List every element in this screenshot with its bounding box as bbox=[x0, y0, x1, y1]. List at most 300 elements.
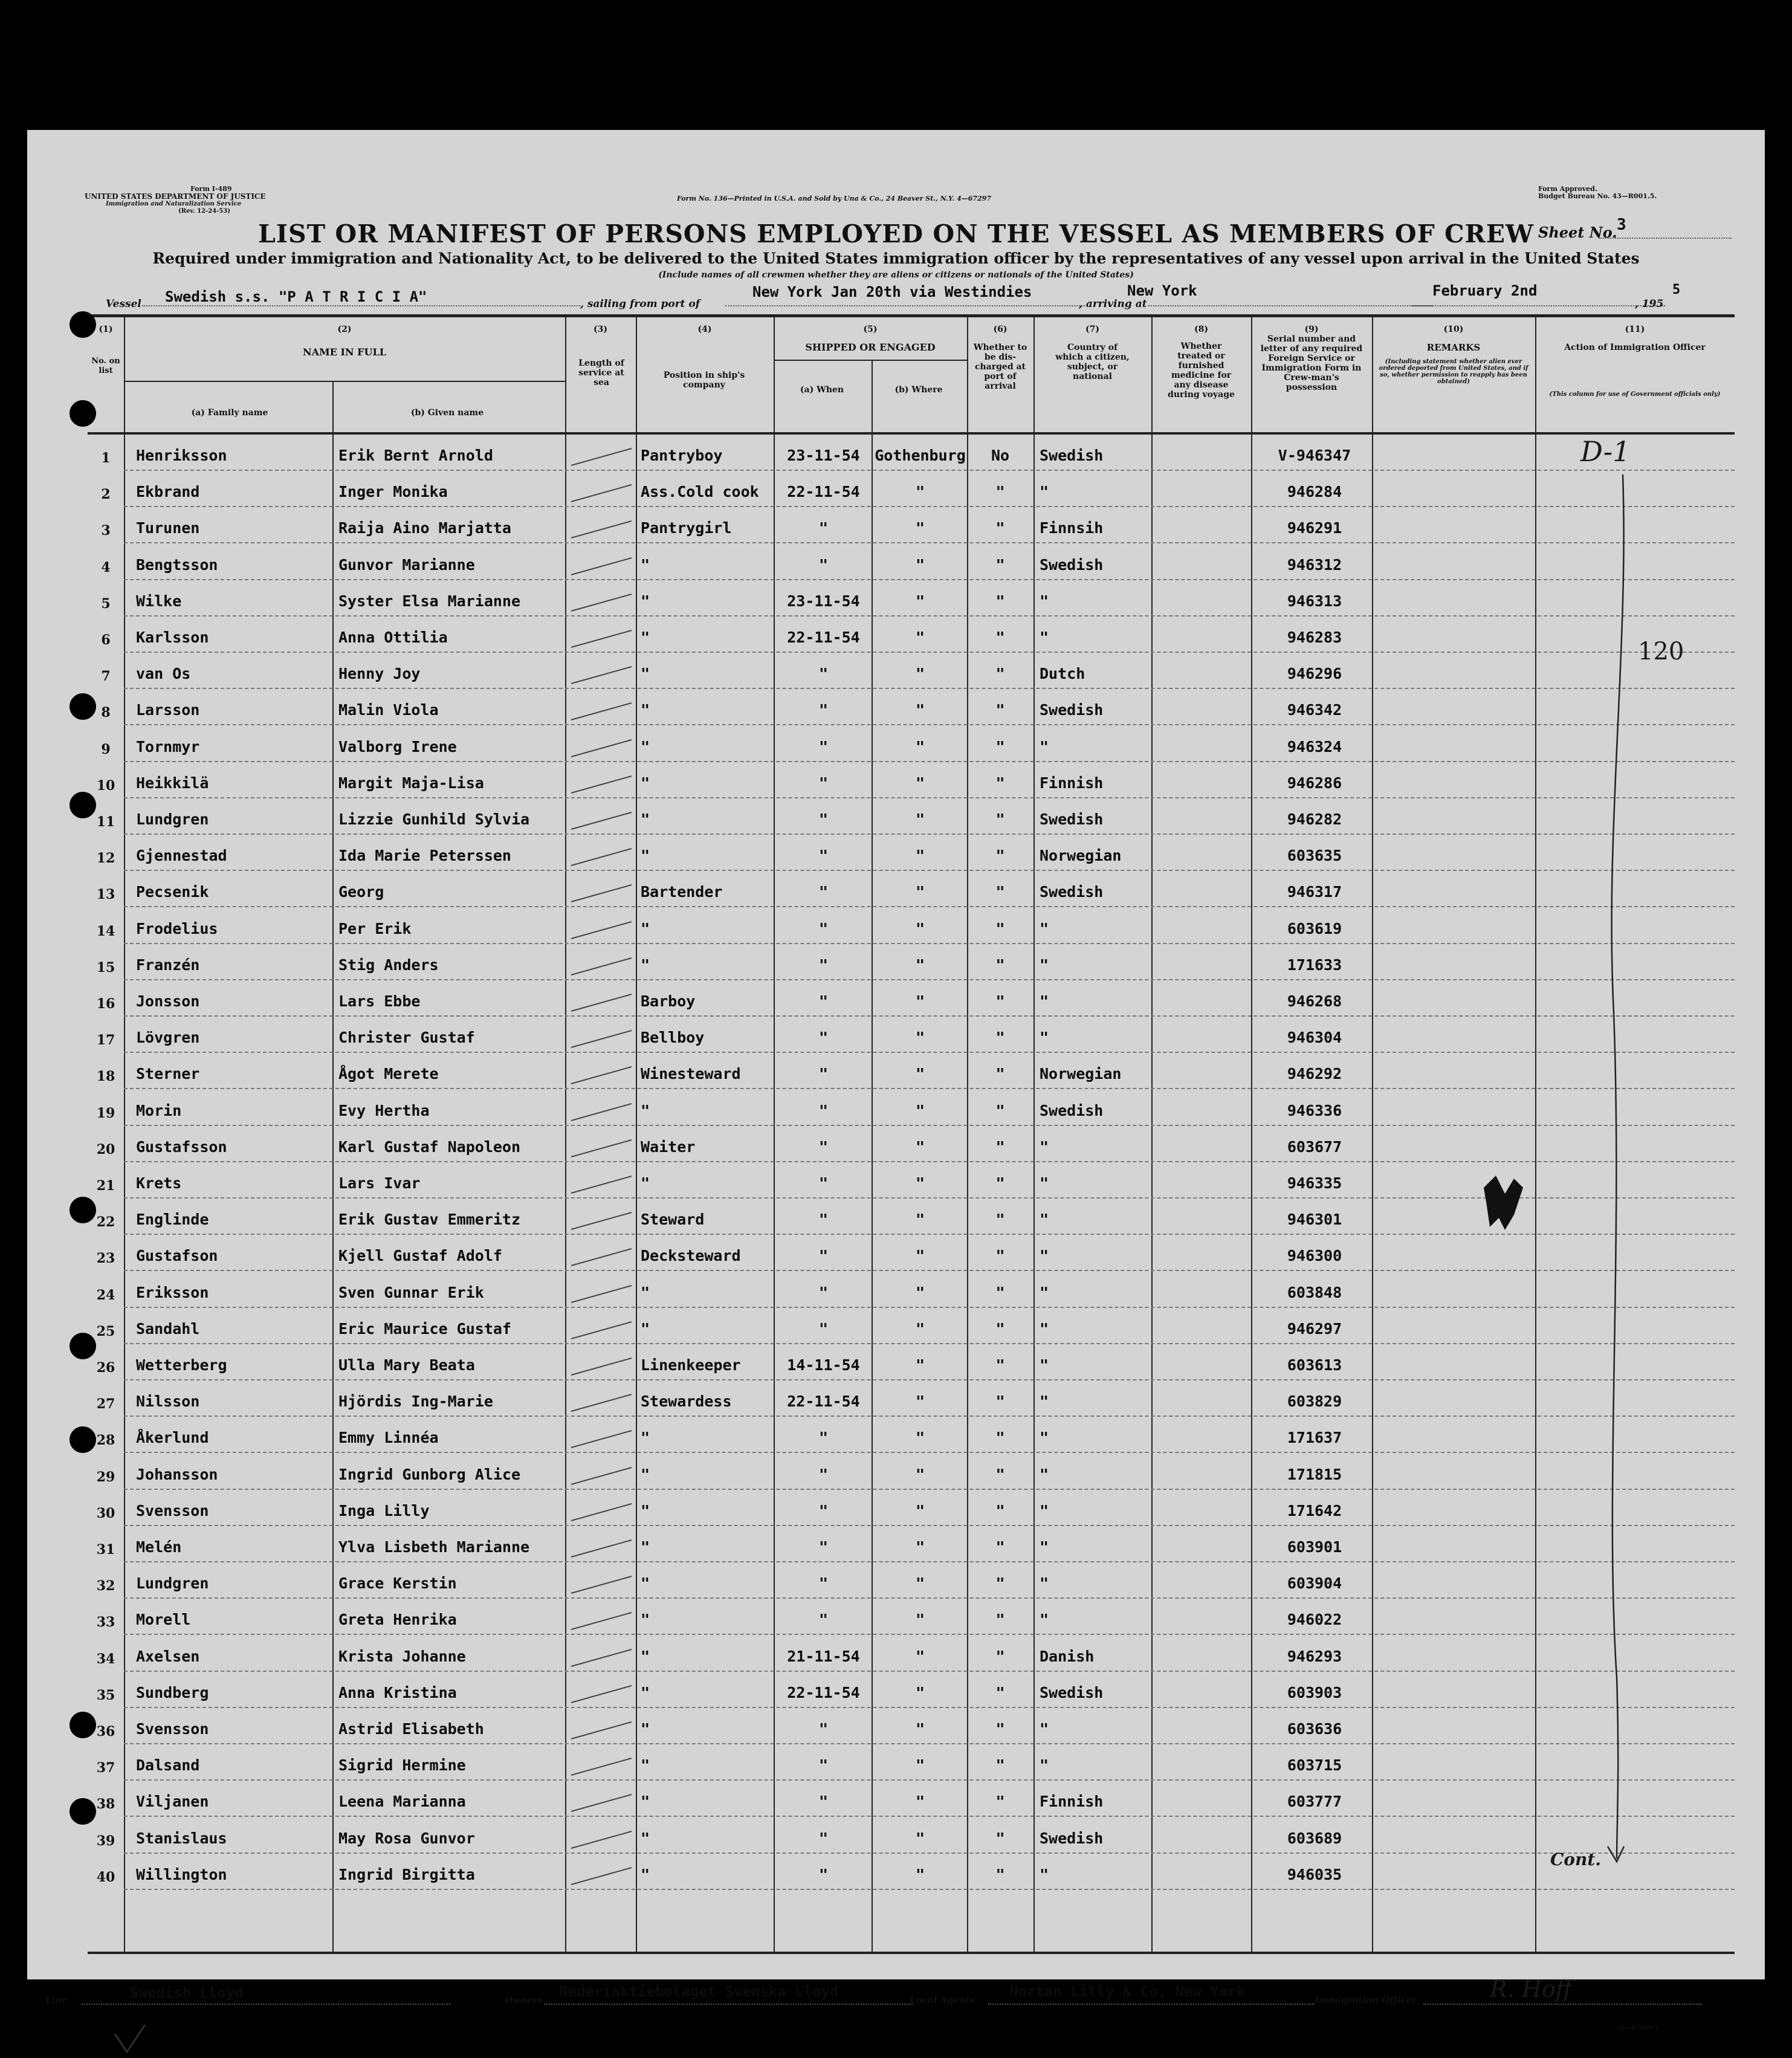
serial-cell: 946286 bbox=[1287, 774, 1342, 792]
shipped-when-cell: " bbox=[818, 1538, 829, 1556]
manifest-sheet bbox=[27, 130, 1765, 2031]
shipped-where-cell: Gothenburg bbox=[875, 447, 966, 464]
given-name-cell: Per Erik bbox=[338, 919, 412, 937]
position-cell: " bbox=[641, 956, 650, 974]
row-rule bbox=[124, 470, 1735, 471]
line-name: Swedish Lloyd bbox=[130, 1984, 244, 2001]
family-name-cell: Dalsand bbox=[136, 1756, 200, 1775]
shipped-where-cell: " bbox=[915, 847, 925, 865]
country-cell: " bbox=[1040, 1137, 1049, 1156]
discharged-cell: " bbox=[995, 1611, 1005, 1629]
serial-cell: 946313 bbox=[1287, 592, 1342, 610]
country-cell: Swedish bbox=[1040, 701, 1104, 719]
col11-number: (11) bbox=[1625, 325, 1645, 334]
row-rule bbox=[124, 542, 1735, 543]
country-cell: Swedish bbox=[1040, 811, 1104, 828]
arriving-at: New York bbox=[1127, 282, 1197, 299]
shipped-where-cell: " bbox=[915, 883, 925, 901]
shipped-when-cell: " bbox=[818, 1865, 829, 1883]
line-dotline bbox=[82, 2004, 450, 2005]
country-cell: " bbox=[1040, 1538, 1049, 1556]
shipped-where-cell: " bbox=[915, 737, 925, 756]
shipped-where-cell: " bbox=[915, 1356, 925, 1374]
discharged-cell: " bbox=[995, 1829, 1005, 1847]
position-cell: " bbox=[641, 1574, 650, 1593]
shipped-when-cell: " bbox=[818, 1174, 829, 1192]
given-name-cell: Syster Elsa Marianne bbox=[338, 592, 521, 610]
shipped-subheader-rule bbox=[774, 360, 967, 361]
given-name-cell: Astrid Elisabeth bbox=[338, 1720, 484, 1738]
service-stroke bbox=[568, 1533, 635, 1563]
col2a-header: (a) Family name bbox=[191, 408, 268, 418]
agents-dotline bbox=[988, 2004, 1315, 2005]
country-cell: " bbox=[1040, 1611, 1049, 1629]
shipped-where-cell: " bbox=[915, 1174, 925, 1192]
vessel-label: Vessel bbox=[106, 298, 141, 310]
service-stroke bbox=[568, 696, 635, 726]
discharged-cell: " bbox=[995, 1720, 1005, 1738]
serial-cell: 946301 bbox=[1287, 1211, 1342, 1229]
discharged-cell: " bbox=[995, 1756, 1005, 1775]
shipped-when-cell: " bbox=[818, 1137, 829, 1156]
owners-name: Rederiaktiebolaget Svenska Lloyd bbox=[559, 1983, 839, 2000]
serial-cell: 946304 bbox=[1287, 1029, 1342, 1047]
position-cell: " bbox=[641, 701, 650, 719]
family-name-cell: Sundberg bbox=[136, 1683, 209, 1701]
shipped-where-cell: " bbox=[915, 1647, 925, 1665]
shipped-where-cell: " bbox=[915, 1101, 925, 1119]
shipped-when-cell: " bbox=[818, 1247, 829, 1265]
shipped-when-cell: " bbox=[818, 737, 829, 756]
row-number: 33 bbox=[96, 1614, 115, 1631]
country-cell: " bbox=[1040, 592, 1049, 610]
row-number: 38 bbox=[96, 1796, 115, 1813]
col7-header: Country of which a citizen, subject, or national bbox=[1055, 343, 1130, 381]
given-name-cell: Margit Maja-Lisa bbox=[338, 774, 484, 792]
col10-header: REMARKS bbox=[1426, 342, 1481, 353]
country-cell: " bbox=[1040, 1574, 1049, 1593]
shipped-where-cell: " bbox=[915, 1065, 925, 1083]
serial-cell: 603715 bbox=[1287, 1756, 1342, 1775]
check-mark bbox=[112, 2022, 148, 2058]
shipped-when-cell: 14-11-54 bbox=[787, 1356, 860, 1374]
row-rule bbox=[124, 979, 1735, 980]
serial-cell: 946284 bbox=[1287, 483, 1342, 501]
family-name-cell: Krets bbox=[136, 1174, 182, 1192]
given-name-cell: Emmy Linnéa bbox=[338, 1429, 439, 1447]
family-name-cell: Nilsson bbox=[136, 1393, 200, 1411]
serial-cell: 946282 bbox=[1287, 811, 1342, 828]
discharged-cell: " bbox=[995, 1865, 1005, 1883]
position-cell: " bbox=[641, 1756, 650, 1775]
given-name-cell: Ylva Lisbeth Marianne bbox=[338, 1538, 530, 1556]
country-cell: " bbox=[1040, 1465, 1049, 1483]
discharged-cell: " bbox=[995, 1101, 1005, 1119]
given-name-cell: Lizzie Gunhild Sylvia bbox=[338, 811, 530, 828]
row-number: 32 bbox=[96, 1578, 115, 1594]
serial-cell: 946324 bbox=[1287, 737, 1342, 756]
sheet-line bbox=[1599, 238, 1732, 239]
service-stroke bbox=[568, 1824, 635, 1854]
given-name-cell: Ingrid Birgitta bbox=[338, 1865, 475, 1883]
service-stroke bbox=[568, 1497, 635, 1527]
country-cell: Norwegian bbox=[1040, 1065, 1122, 1083]
col7-number: (7) bbox=[1085, 325, 1099, 334]
family-name-cell: Sandahl bbox=[136, 1319, 200, 1338]
service-stroke bbox=[568, 733, 635, 763]
country-cell: Finnsih bbox=[1040, 519, 1104, 537]
shipped-when-cell: " bbox=[818, 1319, 829, 1338]
family-name-cell: Johansson bbox=[136, 1465, 218, 1483]
row-number: 2 bbox=[101, 487, 111, 503]
given-name-cell: Krista Johanne bbox=[338, 1647, 466, 1665]
row-number: 18 bbox=[96, 1069, 115, 1085]
family-name-cell: Gustafsson bbox=[136, 1137, 227, 1156]
family-name-cell: Willington bbox=[136, 1865, 227, 1883]
service-stroke bbox=[568, 805, 635, 835]
row-number: 34 bbox=[96, 1651, 115, 1667]
punch-hole bbox=[70, 1798, 96, 1825]
service-stroke bbox=[568, 1023, 635, 1053]
discharged-cell: " bbox=[995, 737, 1005, 756]
country-cell: " bbox=[1040, 1174, 1049, 1192]
position-cell: " bbox=[641, 811, 650, 828]
row-rule bbox=[124, 1052, 1735, 1053]
officer-label: Immigration Officer bbox=[1315, 1995, 1417, 2005]
discharged-cell: " bbox=[995, 1247, 1005, 1265]
row-rule bbox=[124, 1452, 1735, 1453]
shipped-where-cell: " bbox=[915, 701, 925, 719]
sailing-label: , sailing from port of bbox=[580, 298, 700, 310]
shipped-when-cell: 21-11-54 bbox=[787, 1647, 860, 1665]
owners-dotline bbox=[544, 2004, 913, 2005]
given-name-cell: Erik Gustav Emmeritz bbox=[338, 1211, 521, 1229]
family-name-cell: Wilke bbox=[136, 592, 182, 610]
service-stroke bbox=[568, 1096, 635, 1127]
given-name-cell: Inger Monika bbox=[338, 483, 448, 501]
country-cell: Swedish bbox=[1040, 555, 1104, 574]
service-stroke bbox=[568, 1642, 635, 1672]
country-cell: Swedish bbox=[1040, 1683, 1104, 1701]
serial-cell: 171633 bbox=[1287, 956, 1342, 974]
discharged-cell: " bbox=[995, 811, 1005, 828]
shipped-where-cell: " bbox=[915, 919, 925, 937]
serial-cell: 946335 bbox=[1287, 1174, 1342, 1192]
col4-header: Position in ship's company bbox=[663, 371, 745, 390]
row-rule bbox=[124, 724, 1735, 725]
punch-hole bbox=[70, 1712, 96, 1738]
row-rule bbox=[124, 1161, 1735, 1162]
row-number: 13 bbox=[96, 887, 115, 903]
discharged-cell: " bbox=[995, 1683, 1005, 1701]
position-cell: Pantryboy bbox=[641, 447, 723, 464]
country-cell: " bbox=[1040, 1865, 1049, 1883]
given-name-cell: Anna Kristina bbox=[338, 1683, 457, 1701]
shipped-when-cell: " bbox=[818, 1574, 829, 1593]
discharged-cell: " bbox=[995, 701, 1005, 719]
col2-number: (2) bbox=[337, 325, 352, 334]
shipped-where-cell: " bbox=[915, 1029, 925, 1047]
serial-cell: 603677 bbox=[1287, 1137, 1342, 1156]
punch-hole bbox=[70, 1197, 96, 1223]
budget-number: Budget Bureau No. 43—R001.5. bbox=[1538, 192, 1657, 200]
col8-number: (8) bbox=[1194, 325, 1208, 334]
service-stroke bbox=[568, 1751, 635, 1781]
given-name-cell: Erik Bernt Arnold bbox=[338, 447, 493, 464]
given-name-cell: Grace Kerstin bbox=[338, 1574, 457, 1593]
shipped-when-cell: " bbox=[818, 883, 829, 901]
country-cell: " bbox=[1040, 1283, 1049, 1301]
country-cell: " bbox=[1040, 919, 1049, 937]
country-cell: Swedish bbox=[1040, 447, 1104, 464]
family-name-cell: Lundgren bbox=[136, 811, 209, 828]
country-cell: " bbox=[1040, 483, 1049, 501]
col5-header: SHIPPED OR ENGAGED bbox=[805, 341, 936, 353]
shipped-when-cell: " bbox=[818, 701, 829, 719]
position-cell: " bbox=[641, 592, 650, 610]
row-rule bbox=[124, 1307, 1735, 1308]
position-cell: Steward bbox=[641, 1211, 705, 1229]
position-cell: Barboy bbox=[641, 992, 696, 1010]
given-name-cell: Hjördis Ing-Marie bbox=[338, 1393, 493, 1411]
shipped-when-cell: 22-11-54 bbox=[787, 1393, 860, 1411]
row-rule bbox=[124, 1743, 1735, 1744]
position-cell: " bbox=[641, 1283, 650, 1301]
row-rule bbox=[124, 1416, 1735, 1417]
service-stroke bbox=[568, 1423, 635, 1454]
serial-cell: 603636 bbox=[1287, 1720, 1342, 1738]
position-cell: " bbox=[641, 629, 650, 646]
service-stroke bbox=[568, 1715, 635, 1745]
position-cell: Pantrygirl bbox=[641, 519, 732, 537]
shipped-when-cell: " bbox=[818, 1611, 829, 1629]
row-number: 1 bbox=[101, 450, 111, 466]
family-name-cell: Pecsenik bbox=[136, 883, 209, 901]
service-stroke bbox=[568, 1278, 635, 1309]
position-cell: " bbox=[641, 919, 650, 937]
discharged-cell: " bbox=[995, 919, 1005, 937]
shipped-where-cell: " bbox=[915, 956, 925, 974]
col2-header: NAME IN FULL bbox=[302, 346, 386, 358]
serial-cell: 946022 bbox=[1287, 1611, 1342, 1629]
serial-cell: 946268 bbox=[1287, 992, 1342, 1010]
shipped-where-cell: " bbox=[915, 1137, 925, 1156]
position-cell: " bbox=[641, 1174, 650, 1192]
position-cell: " bbox=[641, 665, 650, 683]
shipped-where-cell: " bbox=[915, 1247, 925, 1265]
given-name-cell: Sven Gunnar Erik bbox=[338, 1283, 484, 1301]
row-rule bbox=[124, 1561, 1735, 1562]
country-cell: " bbox=[1040, 1029, 1049, 1047]
shipped-when-cell: " bbox=[818, 665, 829, 683]
family-name-cell: Lövgren bbox=[136, 1029, 200, 1047]
service-stroke bbox=[568, 1241, 635, 1272]
family-name-cell: Heikkilä bbox=[136, 774, 209, 792]
given-name-cell: Georg bbox=[338, 883, 384, 901]
row-rule bbox=[124, 1270, 1735, 1271]
country-cell: Swedish bbox=[1040, 1829, 1104, 1847]
col10-number: (10) bbox=[1443, 325, 1464, 334]
given-name-cell: Inga Lilly bbox=[338, 1501, 430, 1519]
shipped-where-cell: " bbox=[915, 774, 925, 792]
row-number: 29 bbox=[96, 1469, 115, 1485]
row-rule bbox=[124, 1343, 1735, 1344]
position-cell: Stewardess bbox=[641, 1393, 732, 1411]
row-rule bbox=[124, 688, 1735, 689]
row-rule bbox=[124, 1671, 1735, 1672]
country-cell: " bbox=[1040, 1247, 1049, 1265]
vessel-name: Swedish s.s. "P A T R I C I A" bbox=[165, 288, 427, 305]
given-name-cell: Evy Hertha bbox=[338, 1101, 430, 1119]
service-stroke bbox=[568, 951, 635, 981]
given-name-cell: Henny Joy bbox=[338, 665, 421, 683]
shipped-when-cell: " bbox=[818, 956, 829, 974]
shipped-when-cell: " bbox=[818, 1065, 829, 1083]
serial-cell: 603689 bbox=[1287, 1829, 1342, 1847]
shipped-where-cell: " bbox=[915, 1756, 925, 1775]
position-cell: Waiter bbox=[641, 1137, 696, 1156]
position-cell: " bbox=[641, 1683, 650, 1701]
row-number: 26 bbox=[96, 1360, 115, 1376]
row-number: 28 bbox=[96, 1432, 115, 1449]
discharged-cell: " bbox=[995, 992, 1005, 1010]
vessel-line bbox=[142, 305, 580, 306]
service-stroke bbox=[568, 1169, 635, 1199]
row-rule bbox=[124, 1525, 1735, 1526]
name-subheader-rule bbox=[124, 381, 565, 382]
service-stroke bbox=[568, 587, 635, 617]
sailing-line bbox=[725, 305, 1085, 306]
family-name-cell: Axelsen bbox=[136, 1647, 200, 1665]
shipped-when-cell: " bbox=[818, 1793, 829, 1811]
row-rule bbox=[124, 1015, 1735, 1017]
discharged-cell: " bbox=[995, 774, 1005, 792]
shipped-when-cell: " bbox=[818, 1101, 829, 1119]
row-rule bbox=[124, 1779, 1735, 1781]
row-rule bbox=[124, 1489, 1735, 1490]
col-divider-5a bbox=[872, 360, 873, 1952]
family-name-cell: Jonsson bbox=[136, 992, 200, 1010]
service-stroke bbox=[568, 477, 635, 508]
position-cell: " bbox=[641, 1501, 650, 1519]
row-number: 9 bbox=[101, 741, 111, 757]
col6-number: (6) bbox=[993, 325, 1008, 334]
family-name-cell: Svensson bbox=[136, 1501, 209, 1519]
punch-hole bbox=[70, 311, 96, 338]
shipped-when-cell: " bbox=[818, 519, 829, 537]
family-name-cell: Tornmyr bbox=[136, 737, 200, 756]
continuation-arrow bbox=[1580, 468, 1653, 1871]
row-number: 23 bbox=[96, 1251, 115, 1267]
discharged-cell: " bbox=[995, 1319, 1005, 1338]
service-stroke bbox=[568, 914, 635, 945]
service-stroke bbox=[568, 659, 635, 690]
ink-blot bbox=[1472, 1170, 1529, 1242]
discharged-cell: " bbox=[995, 956, 1005, 974]
discharged-cell: " bbox=[995, 519, 1005, 537]
row-number: 27 bbox=[96, 1396, 115, 1412]
position-cell: Bellboy bbox=[641, 1029, 705, 1047]
shipped-where-cell: " bbox=[915, 1429, 925, 1447]
service-stroke bbox=[568, 1678, 635, 1709]
position-cell: " bbox=[641, 1865, 650, 1883]
family-name-cell: Lundgren bbox=[136, 1574, 209, 1593]
row-number: 37 bbox=[96, 1760, 115, 1776]
shipped-when-cell: " bbox=[818, 555, 829, 574]
col5b-header: (b) Where bbox=[894, 385, 943, 395]
serial-cell: 946297 bbox=[1287, 1319, 1342, 1338]
row-number: 10 bbox=[96, 777, 115, 794]
discharged-cell: " bbox=[995, 1065, 1005, 1083]
arriving-line bbox=[1148, 305, 1432, 306]
discharged-cell: " bbox=[995, 1501, 1005, 1519]
shipped-when-cell: " bbox=[818, 1720, 829, 1738]
shipped-where-cell: " bbox=[915, 1283, 925, 1301]
serial-cell: 946292 bbox=[1287, 1065, 1342, 1083]
service-stroke bbox=[568, 878, 635, 908]
serial-cell: 946296 bbox=[1287, 665, 1342, 683]
family-name-cell: Henriksson bbox=[136, 447, 227, 464]
shipped-when-cell: 23-11-54 bbox=[787, 592, 860, 610]
country-cell: Swedish bbox=[1040, 1101, 1104, 1119]
col8-header: Whether treated or furnished medicine for any disease during voyage bbox=[1168, 341, 1235, 400]
row-rule bbox=[124, 1379, 1735, 1380]
discharged-cell: " bbox=[995, 1574, 1005, 1593]
discharged-cell: " bbox=[995, 1393, 1005, 1411]
footer-code: 16—67289-1 bbox=[1617, 2025, 1659, 2031]
col-divider-2a bbox=[332, 381, 334, 1952]
given-name-cell: Greta Henrika bbox=[338, 1611, 457, 1629]
serial-cell: 946300 bbox=[1287, 1247, 1342, 1265]
manifest-instruction: (Include names of all crewmen whether they are aliens or citizens or nationals of the United States) bbox=[658, 270, 1134, 280]
given-name-cell: Anna Ottilia bbox=[338, 629, 448, 646]
row-number: 24 bbox=[96, 1287, 115, 1303]
punch-hole bbox=[70, 1333, 96, 1359]
position-cell: " bbox=[641, 1829, 650, 1847]
shipped-where-cell: " bbox=[915, 811, 925, 828]
service-stroke bbox=[568, 441, 635, 471]
shipped-where-cell: " bbox=[915, 1319, 925, 1338]
row-number: 8 bbox=[101, 705, 111, 721]
row-rule bbox=[124, 797, 1735, 798]
service-stroke bbox=[568, 1605, 635, 1636]
department-name: UNITED STATES DEPARTMENT OF JUSTICE bbox=[85, 192, 266, 201]
sheet-number: 3 bbox=[1617, 216, 1626, 234]
discharged-cell: " bbox=[995, 1137, 1005, 1156]
family-name-cell: van Os bbox=[136, 665, 191, 683]
given-name-cell: Christer Gustaf bbox=[338, 1029, 475, 1047]
given-name-cell: Raija Aino Marjatta bbox=[338, 519, 511, 537]
arriving-label: , arriving at bbox=[1079, 298, 1147, 310]
row-rule bbox=[124, 870, 1735, 871]
service-stroke bbox=[568, 623, 635, 653]
family-name-cell: Eriksson bbox=[136, 1283, 209, 1301]
shipped-when-cell: 22-11-54 bbox=[787, 483, 860, 501]
given-name-cell: Eric Maurice Gustaf bbox=[338, 1319, 511, 1338]
col9-header: Serial number and letter of any required Foreign Service or Immigration Form in Crew-man's possession bbox=[1260, 334, 1363, 392]
service-stroke bbox=[568, 987, 635, 1017]
service-stroke bbox=[568, 1860, 635, 1891]
shipped-where-cell: " bbox=[915, 1501, 925, 1519]
service-stroke bbox=[568, 841, 635, 872]
family-name-cell: Englinde bbox=[136, 1211, 209, 1229]
given-name-cell: Valborg Irene bbox=[338, 737, 457, 756]
row-rule bbox=[124, 833, 1735, 835]
row-number: 30 bbox=[96, 1505, 115, 1521]
discharged-cell: " bbox=[995, 1283, 1005, 1301]
serial-cell: 603613 bbox=[1287, 1356, 1342, 1374]
row-rule bbox=[124, 1088, 1735, 1089]
